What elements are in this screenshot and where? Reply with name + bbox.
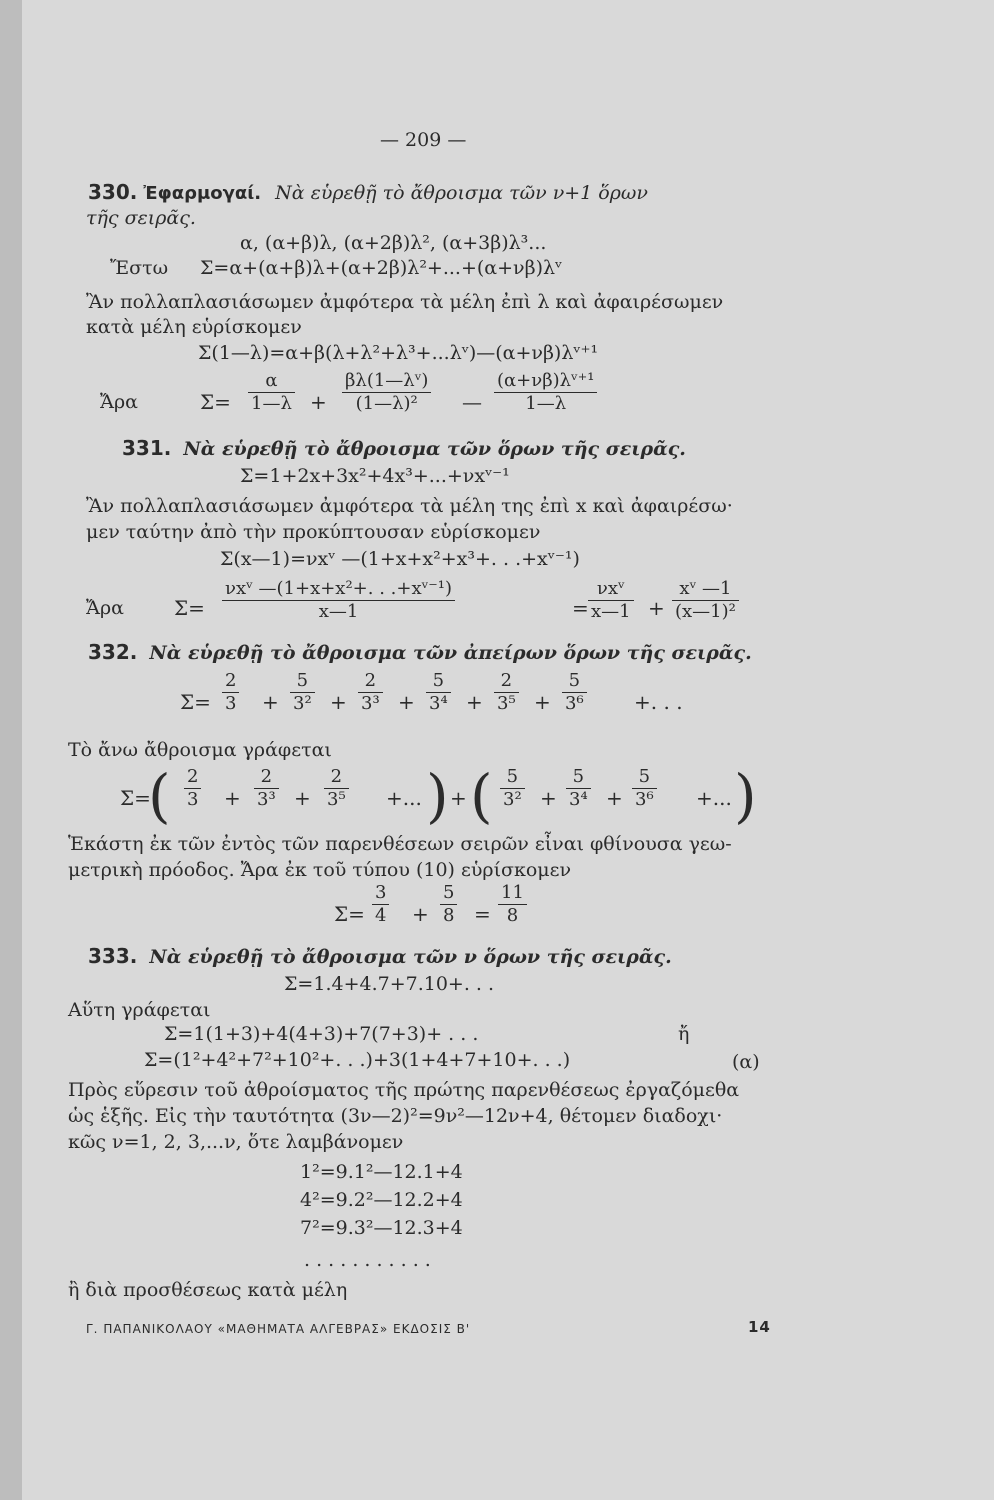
section-330-label: Ἐφαρμογαί. xyxy=(143,183,262,204)
fraction-denominator: 4 xyxy=(375,905,387,926)
group-2-dots: +... xyxy=(696,786,732,810)
section-330-ara: Ἄρα xyxy=(100,391,138,413)
footer-publication: Γ. ΠΑΠΑΝΙΚΟΛΑΟΥ «ΜΑΘΗΜΑΤΑ ΑΛΓΕΒΡΑΣ» ΕΚΔΟΣΙΣ Β' xyxy=(86,1322,471,1336)
fraction-denominator: 3⁴ xyxy=(569,789,588,810)
section-333-text-5: ἢ διὰ προσθέσεως κατὰ μέλη xyxy=(68,1279,348,1301)
plus-sign: + xyxy=(648,596,665,620)
section-330-fraction-1 xyxy=(248,370,295,415)
section-332-title: Νὰ εὑρεθῇ τὸ ἄθροισμα τῶν ἀπείρων ὅρων τῆς σειρᾶς. xyxy=(149,642,752,664)
left-paren: ( xyxy=(148,762,171,830)
section-332-sigma-eq: Σ= xyxy=(180,690,211,714)
fraction-denominator: 8 xyxy=(506,905,519,926)
group-1-term xyxy=(254,766,279,811)
section-333-equation-2-label: (α) xyxy=(732,1051,760,1073)
left-paren: ( xyxy=(470,762,493,830)
section-331-fraction-3 xyxy=(672,578,739,623)
section-333-heading xyxy=(88,944,672,969)
series-term xyxy=(358,670,383,715)
fraction-denominator: (x—1)² xyxy=(675,601,736,622)
plus-sign: + xyxy=(310,390,327,414)
section-330-sigma-eq: Σ= xyxy=(200,390,231,414)
group-2-term xyxy=(566,766,591,811)
fraction-denominator: 8 xyxy=(443,905,455,926)
fraction-numerator: 11 xyxy=(498,882,527,905)
section-331-text-2: μεν ταύτην ἀπὸ τὴν προκύπτουσαν εὑρίσκομεν xyxy=(86,521,541,543)
fraction-denominator: 3⁶ xyxy=(635,789,654,810)
section-331-sigma-eq: Σ= xyxy=(174,596,205,620)
section-333-text-2: Πρὸς εὕρεσιν τοῦ ἀθροίσματος τῆς πρώτης παρενθέσεως ἐργαζόμεθα xyxy=(68,1079,740,1101)
section-333-or: ἤ xyxy=(678,1023,690,1045)
fraction-numerator: 2 xyxy=(184,766,201,789)
plus-sign: + xyxy=(330,690,347,714)
section-331-fraction-2 xyxy=(588,578,634,623)
section-332-text-3: μετρικὴ πρόοδος. Ἄρα ἐκ τοῦ τύπου (10) εὑρίσκομεν xyxy=(68,859,572,881)
fraction-denominator: 3³ xyxy=(361,693,380,714)
section-332-text-1: Τὸ ἄνω ἄθροισμα γράφεται xyxy=(68,739,332,761)
section-333-text-3: ὡς ἑξῆς. Εἰς τὴν ταυτότητα (3ν—2)²=9ν²—12ν+4, θέτομεν διαδοχι· xyxy=(68,1105,723,1127)
fraction-numerator: 2 xyxy=(358,670,383,693)
series-term xyxy=(426,670,451,715)
section-330-heading xyxy=(88,180,648,206)
series-term xyxy=(562,670,587,715)
fraction-denominator: 3 xyxy=(225,693,237,714)
fraction-numerator: νxᵛ —(1+x+x²+. . .+xᵛ⁻¹) xyxy=(222,578,455,601)
fraction-denominator: x—1 xyxy=(591,601,631,622)
fraction-denominator: 3³ xyxy=(257,789,276,810)
plus-sign: + xyxy=(466,690,483,714)
section-332-sigma-eq-2: Σ= xyxy=(120,786,151,810)
equals-sign: = xyxy=(572,596,589,620)
plus-sign: + xyxy=(398,690,415,714)
fraction-numerator: 3 xyxy=(372,882,389,905)
group-2-term xyxy=(500,766,525,811)
section-332-dots: +. . . xyxy=(634,690,683,714)
section-330-number: 330. xyxy=(88,180,138,204)
book-page xyxy=(22,0,994,1500)
plus-sign: + xyxy=(262,690,279,714)
section-331-equation-1: Σ(x—1)=νxᵛ —(1+x+x²+x³+. . .+xᵛ⁻¹) xyxy=(220,548,580,570)
section-333-equation-2: Σ=(1²+4²+7²+10²+. . .)+3(1+4+7+10+. . .) xyxy=(144,1049,571,1071)
fraction-denominator: x—1 xyxy=(318,601,359,622)
fraction-denominator: 3² xyxy=(293,693,312,714)
series-term xyxy=(222,670,239,715)
series-term xyxy=(494,670,519,715)
fraction-denominator: (1—λ)² xyxy=(355,393,418,414)
section-331-title: Νὰ εὑρεθῇ τὸ ἄθροισμα τῶν ὅρων τῆς σειρᾶς. xyxy=(183,438,686,460)
plus-sign: + xyxy=(412,902,429,926)
minus-sign: — xyxy=(462,390,482,414)
identity-row-1: 1²=9.1²—12.1+4 xyxy=(300,1161,463,1183)
section-330-text-2: κατὰ μέλη εὑρίσκομεν xyxy=(86,316,302,338)
fraction-numerator: νxᵛ xyxy=(588,578,634,601)
fraction-numerator: βλ(1—λᵛ) xyxy=(342,370,431,393)
section-333-text-1: Αὕτη γράφεται xyxy=(68,999,211,1021)
fraction-denominator: 3⁵ xyxy=(327,789,346,810)
plus-sign: + xyxy=(540,786,557,810)
result-fraction-3 xyxy=(498,882,527,927)
section-333-number: 333. xyxy=(88,944,138,968)
section-331-text-1: Ἂν πολλαπλασιάσωμεν ἀμφότερα τὰ μέλη της ἐπὶ x καὶ ἀφαιρέσω· xyxy=(86,495,733,517)
fraction-numerator: 2 xyxy=(324,766,349,789)
identity-row-2: 4²=9.2²—12.2+4 xyxy=(300,1189,463,1211)
group-1-term xyxy=(184,766,201,811)
equals-sign: = xyxy=(474,902,491,926)
right-paren: ) xyxy=(426,762,449,830)
fraction-numerator: 5 xyxy=(426,670,451,693)
fraction-numerator: 5 xyxy=(440,882,457,905)
section-333-text-4: κῶς ν=1, 2, 3,...ν, ὅτε λαμβάνομεν xyxy=(68,1131,404,1153)
section-330-text-1: Ἂν πολλαπλασιάσωμεν ἀμφότερα τὰ μέλη ἐπὶ λ καὶ ἀφαιρέσωμεν xyxy=(86,291,724,313)
section-333-equation-1: Σ=1(1+3)+4(4+3)+7(7+3)+ . . . xyxy=(164,1023,479,1045)
section-330-esto: Ἔστω xyxy=(110,257,169,279)
section-331-number: 331. xyxy=(122,436,172,460)
fraction-numerator: xᵛ —1 xyxy=(672,578,739,601)
section-331-series: Σ=1+2x+3x²+4x³+...+νxᵛ⁻¹ xyxy=(240,465,510,487)
section-330-sigma-definition: Σ=α+(α+β)λ+(α+2β)λ²+...+(α+νβ)λᵛ xyxy=(200,257,563,279)
fraction-numerator: 2 xyxy=(254,766,279,789)
fraction-numerator: 5 xyxy=(632,766,657,789)
fraction-numerator: 5 xyxy=(290,670,315,693)
group-2-term xyxy=(632,766,657,811)
fraction-denominator: 1—λ xyxy=(525,393,567,414)
section-332-heading xyxy=(88,640,752,665)
fraction-denominator: 3⁵ xyxy=(497,693,516,714)
fraction-denominator: 3 xyxy=(187,789,199,810)
section-330-series: α, (α+β)λ, (α+2β)λ², (α+3β)λ³... xyxy=(240,232,547,254)
fraction-numerator: (α+νβ)λᵛ⁺¹ xyxy=(494,370,597,393)
section-331-ara: Ἄρα xyxy=(86,597,124,619)
page-number: — 209 — xyxy=(380,129,467,151)
series-term xyxy=(290,670,315,715)
plus-sign: + xyxy=(294,786,311,810)
fraction-numerator: 5 xyxy=(500,766,525,789)
section-332-text-2: Ἑκάστη ἐκ τῶν ἐντὸς τῶν παρενθέσεων σειρῶν εἶναι φθίνουσα γεω- xyxy=(68,833,732,855)
result-fraction-1 xyxy=(372,882,389,927)
section-330-title-cont: τῆς σειρᾶς. xyxy=(86,207,196,229)
plus-sign: + xyxy=(606,786,623,810)
identity-row-3: 7²=9.3²—12.3+4 xyxy=(300,1217,463,1239)
scan-edge xyxy=(0,0,22,1500)
right-paren: ) xyxy=(734,762,757,830)
section-330-fraction-2 xyxy=(342,370,431,415)
plus-sign: + xyxy=(224,786,241,810)
identity-dots: . . . . . . . . . . . xyxy=(304,1249,431,1271)
fraction-numerator: 5 xyxy=(562,670,587,693)
fraction-denominator: 1—λ xyxy=(251,393,292,414)
footer-signature-number: 14 xyxy=(748,1318,771,1336)
fraction-numerator: 2 xyxy=(222,670,239,693)
result-sigma-eq: Σ= xyxy=(334,902,365,926)
fraction-numerator: 2 xyxy=(494,670,519,693)
section-332-number: 332. xyxy=(88,640,138,664)
fraction-numerator: 5 xyxy=(566,766,591,789)
plus-sign: + xyxy=(450,786,467,810)
fraction-denominator: 3⁴ xyxy=(429,693,448,714)
group-1-term xyxy=(324,766,349,811)
fraction-numerator: α xyxy=(248,370,295,393)
fraction-denominator: 3⁶ xyxy=(565,693,584,714)
plus-sign: + xyxy=(534,690,551,714)
section-330-equation-1: Σ(1—λ)=α+β(λ+λ²+λ³+...λᵛ)—(α+νβ)λᵛ⁺¹ xyxy=(198,342,599,364)
group-1-dots: +... xyxy=(386,786,422,810)
result-fraction-2 xyxy=(440,882,457,927)
section-330-title: Νὰ εὑρεθῇ τὸ ἄθροισμα τῶν ν+1 ὅρων xyxy=(275,182,648,204)
section-333-series: Σ=1.4+4.7+7.10+. . . xyxy=(284,973,495,995)
section-333-title: Νὰ εὑρεθῇ τὸ ἄθροισμα τῶν ν ὅρων τῆς σειρᾶς. xyxy=(149,946,672,968)
section-331-heading xyxy=(122,436,686,461)
section-330-fraction-3 xyxy=(494,370,597,415)
section-331-fraction-1 xyxy=(222,578,455,623)
fraction-denominator: 3² xyxy=(503,789,522,810)
